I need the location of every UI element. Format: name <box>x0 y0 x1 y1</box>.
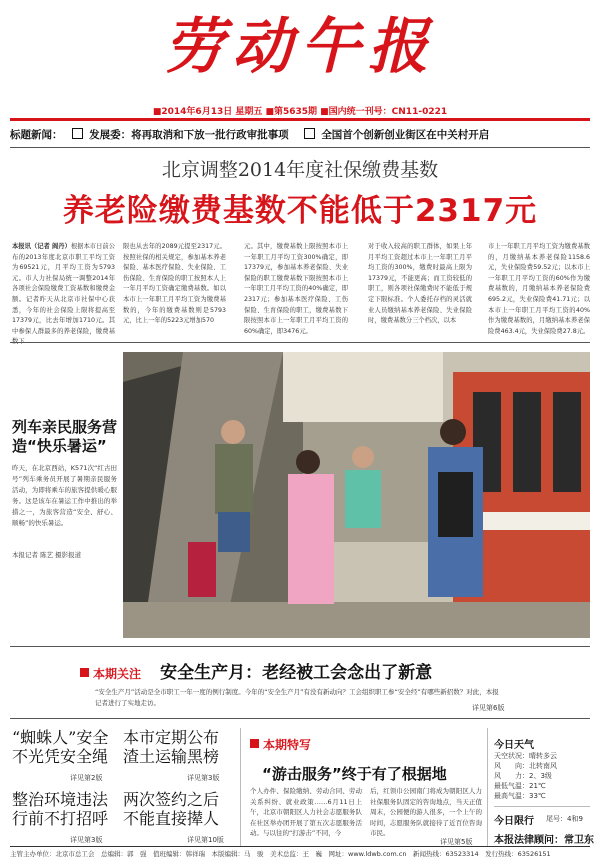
weather-row: 最高气温：33℃ <box>494 792 546 800</box>
weather-list <box>494 751 589 801</box>
divider <box>10 147 590 148</box>
headline-link-1[interactable] <box>72 129 295 141</box>
divider <box>494 806 590 807</box>
checkbox-icon <box>304 128 315 139</box>
focus-heading[interactable] <box>80 658 580 683</box>
divider <box>10 342 590 343</box>
column-divider <box>487 728 488 846</box>
footer-rule <box>10 846 590 847</box>
headline-bar <box>10 127 590 143</box>
weather-row: 风 向：北转南风 <box>494 762 557 770</box>
special-label: 本期特写 <box>263 738 312 752</box>
headline-link-1-text: 发展委：将再取消和下放一批行政审批事项 <box>89 129 289 141</box>
special-label-block <box>250 734 311 753</box>
brief-see-4[interactable]: 详见第10版 <box>187 836 224 844</box>
consultant-name: 常卫东 <box>564 835 594 846</box>
masthead-rule <box>10 118 590 121</box>
lead-column-4: 对于收入较高的职工群体，如果上年月平均工资超过本市上一年职工月平均工资的300%，缴费时最高上限为17379元，不能更高；而工资较低的职工，则各项社保缴费时不能低于规定下限标准。个人委托存档的灵活就业人员缴纳基本养老保险、失业保险时，缴费基数分三个档次，以本 <box>368 243 472 325</box>
restriction-title: 今日限行 <box>494 816 534 827</box>
focus-see-page[interactable]: 详见第6版 <box>472 704 505 712</box>
masthead-title: 劳动午报 <box>164 12 436 82</box>
legal-consultant <box>494 831 594 846</box>
consultant-label: 本报法律顾问： <box>494 835 564 846</box>
footer-info: 主管主办单位：北京市总工会 总编辑：郭 强 值班编辑：韩祥瑞 本版编辑：马 骏 美术总监：王 巍 网址：www.ldwb.com.cn 新闻热线：63523314 发行热线：63526151 <box>10 850 551 858</box>
weather-row: 天空状况：晴转多云 <box>494 752 557 760</box>
checkbox-icon <box>72 128 83 139</box>
brief-title-1[interactable]: “蜘蛛人”安全不光凭安全绳 <box>12 728 109 766</box>
headline-bar-label: 标题新闻： <box>10 129 63 141</box>
weather-row: 风 力：2、3级 <box>494 772 552 780</box>
focus-body: “安全生产月”活动是全市职工一年一度的例行制度。今年的“安全生产月”有没有新动向？工会组织职工参“安全经”有哪些新招数？对此，本报记者进行了实地走访。 <box>95 688 499 707</box>
special-headline[interactable]: “游击服务”终于有了根据地 <box>262 765 447 783</box>
special-column-1: 个人办件、保险缴纳、劳动合同、劳动关系纠纷、就业政策……6月11日上午，北京市朝阳区人力社会志愿服务队在社区举办团开展了第五次志愿服务活动。与以往的“打游击”不同，今 <box>250 787 362 837</box>
weather-title: 今日天气 <box>494 740 534 751</box>
divider <box>10 646 590 647</box>
brief-see-2[interactable]: 详见第3版 <box>187 774 220 782</box>
brief-see-3[interactable]: 详见第3版 <box>70 836 103 844</box>
photo-caption-title[interactable]: 列车亲民服务营造“快乐暑运” <box>12 418 118 455</box>
brief-title-2[interactable]: 本市定期公布渣土运输黑榜 <box>123 728 220 766</box>
photo-credit: 本报记者 陈艺 摄影报道 <box>12 551 82 559</box>
brief-title-3[interactable]: 整治环境违法行前不打招呼 <box>12 790 109 828</box>
lead-headline[interactable]: 养老险缴费基数不能低于2317元 <box>62 193 538 229</box>
brief-see-1[interactable]: 详见第2版 <box>70 774 103 782</box>
issue-info: ■2014年6月13日 星期五 ■第5635期 ■国内统一刊号：CN11-0221 <box>152 107 448 117</box>
special-column-2: 后，红领巾公园南门将成为朝阳区人力社保服务队固定的咨询地点，当天正值周末，公园便的游人很多，一个上午的时间，志愿服务队就接待了近百位咨询市民。 <box>370 787 482 837</box>
lead-column-5: 市上一年职工月平均工资为缴费基数的，月缴纳基本养老保险1158.6元，失业保险费59.52元；以本市上一年职工月平均工资的60%作为缴费基数的，月缴纳基本养老保险费695.2元，失业保险费41.71元；以本市上一年职工月平均工资的40%作为缴费基数的，月缴纳基本养老保险费463.4元，失业保险费27.8元。 <box>488 243 590 335</box>
red-square-icon <box>250 739 259 748</box>
headline-link-2[interactable] <box>304 129 495 141</box>
lead-text-1: 根据本市日前公布的2013年度北京市职工平均工资为69521元，月平均工资为5793元。市人力社保局统一调整2014年各项社会保险缴费工资基数和缴费金额。记者昨天从北京市社保中心获悉，今年的社会保险上限将提高至17379元，比去年增加1710元。其中参保人群最多的养老保险，缴费基 <box>12 243 116 335</box>
weather-row: 最低气温：21℃ <box>494 782 546 790</box>
news-photo[interactable] <box>123 352 590 638</box>
photo-caption-body: 昨天，在北京西站，K571次“红古田号”列车乘务员开展了暑期亲民服务活动，为即将乘车的旅客提供暖心服务。这是该车在暑运工作中推出的举措之一，为旅客营造“安全、舒心、顺畅”的快乐暑运。 <box>12 464 117 527</box>
column-divider <box>240 728 241 846</box>
special-see-page[interactable]: 详见第5版 <box>440 838 473 846</box>
lead-column-2: 限也从去年的2089元提至2317元。按照社保的相关规定，参加基本养老保险、基本医疗保险、失业保险、工伤保险、生育保险的职工按照本人上一年月平均工资确定缴费基数。如以本市上一年职工月平均工资为缴费基数的，今年的缴费基数则是5793元，比上一年的5223元增加570 <box>123 243 226 325</box>
red-square-icon <box>80 668 89 677</box>
headline-link-2-text: 全国首个创新创业街区在中关村开启 <box>321 129 490 141</box>
railway-station-photo <box>123 352 590 638</box>
divider <box>10 718 590 719</box>
lead-kicker: 北京调整2014年度社保缴费基数 <box>161 159 439 181</box>
lead-column-3: 元。其中，缴费基数上限按照本市上一年职工月平均工资300%确定，即17379元，参加基本养老保险、失业保险的职工缴费基数下限按照本市上一年职工月平均工资的40%确定，即2317元；参加基本医疗保险、工伤保险、生育保险的职工，缴费基数下限按照本市上一年职工月平均工资的60%确定，即3476元。 <box>244 243 348 335</box>
focus-headline: 安全生产月：老经被工会念出了新意 <box>160 663 433 683</box>
lead-column-1 <box>12 242 116 335</box>
restriction-value: 尾号：4和9 <box>546 815 583 823</box>
brief-title-4[interactable]: 两次签约之后不能直接撵人 <box>123 790 220 828</box>
lead-byline: 本报讯（记者 阎丹） <box>12 243 71 250</box>
focus-label: 本期关注 <box>93 667 142 681</box>
